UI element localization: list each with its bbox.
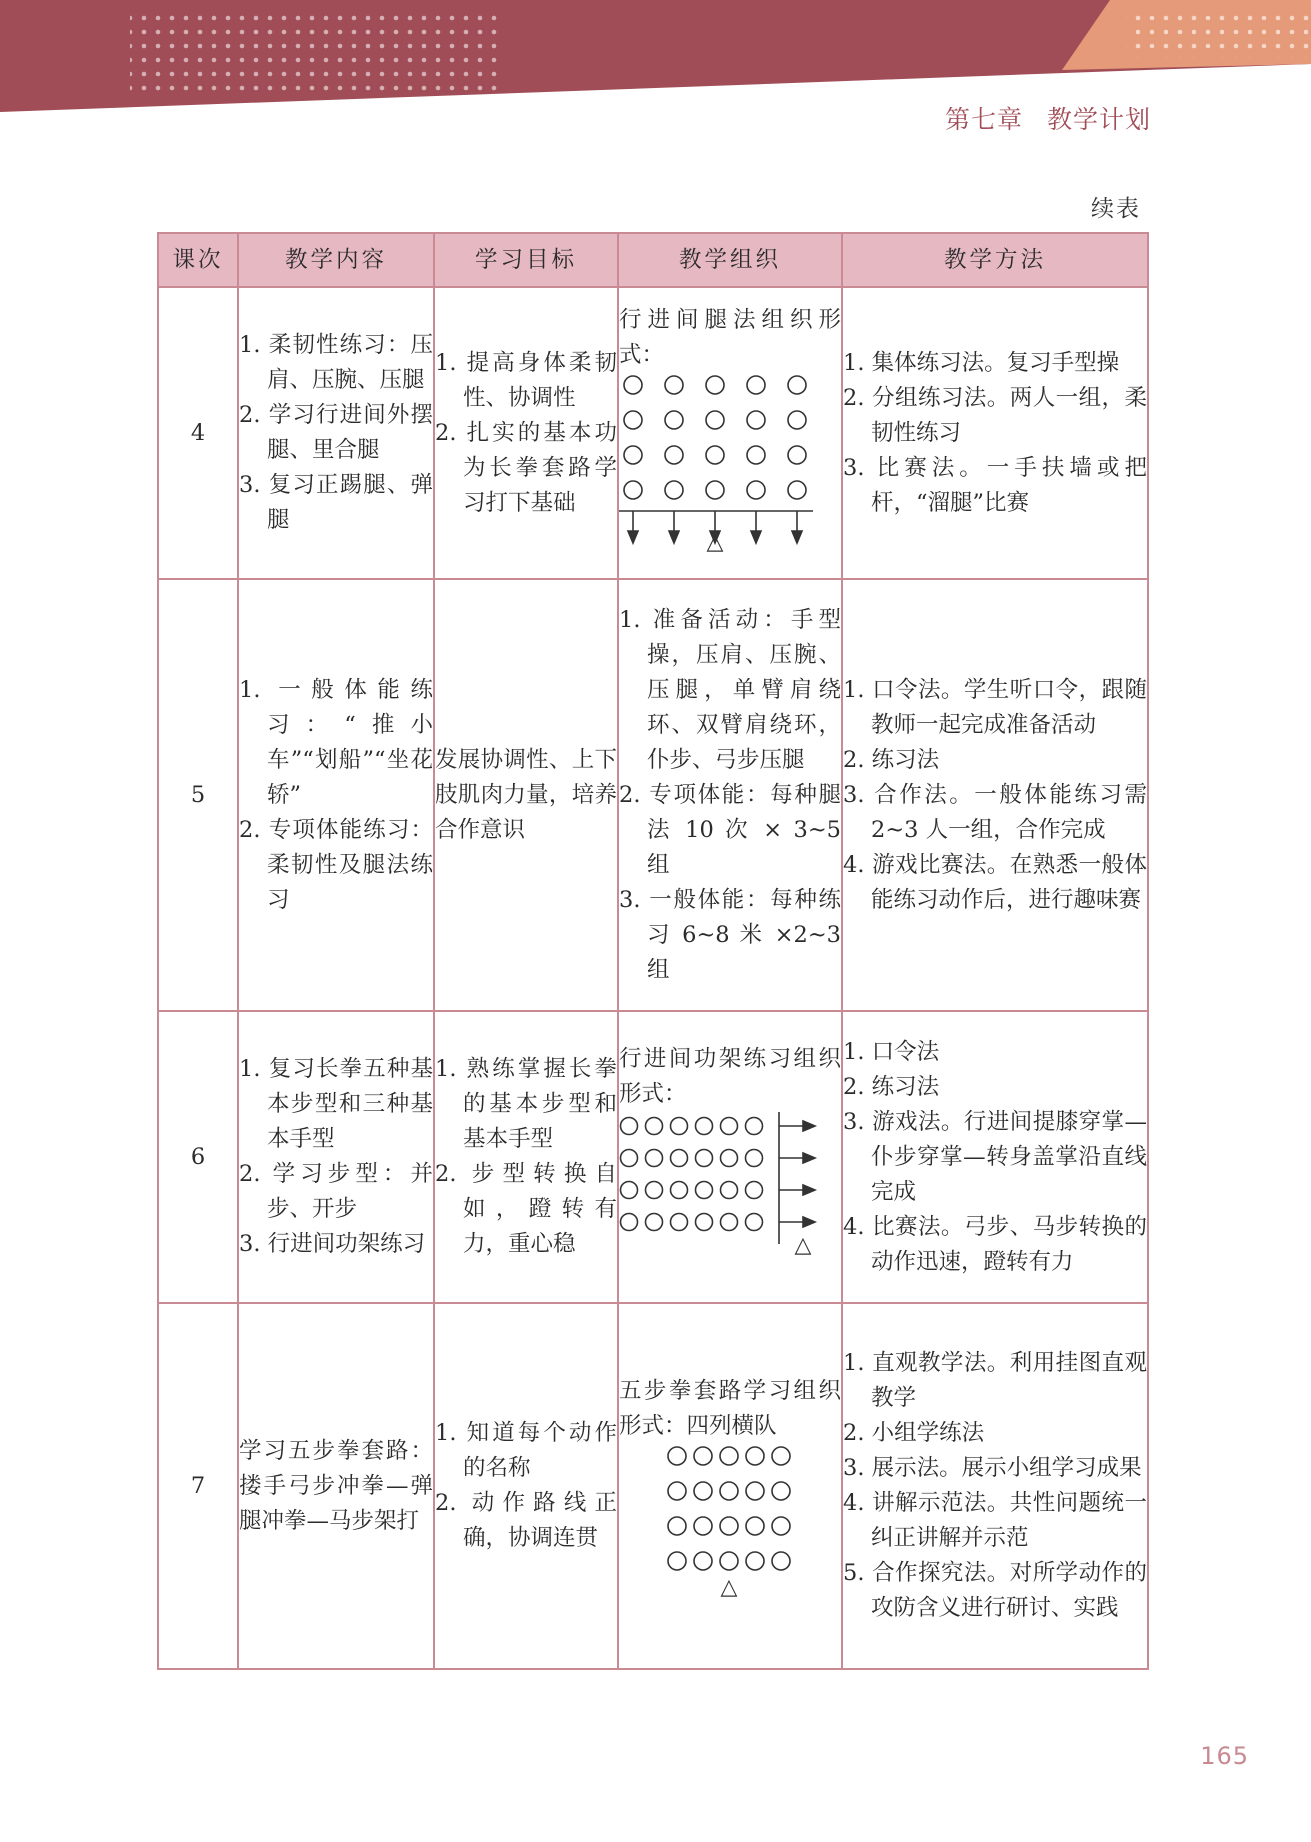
method-item: 2. 小组学练法 [843, 1420, 985, 1446]
organization-cell [618, 1011, 842, 1303]
goal-item: 1. 知道每个动作的名称 [435, 1420, 617, 1481]
goals-cell [434, 579, 618, 1011]
organization-text: 行进间功架练习组织形式： [619, 1045, 841, 1107]
methods-cell [842, 1011, 1148, 1303]
method-item: 1. 口令法 [843, 1038, 940, 1065]
goal-item: 2. 步型转换自如，蹬转有力，重心稳 [435, 1161, 617, 1257]
goals-cell [434, 1011, 618, 1303]
content-item: 3. 复习正踢腿、弹腿 [239, 472, 433, 533]
content-item: 2. 学习步型：并步、开步 [239, 1161, 433, 1222]
student-formation [621, 1117, 763, 1230]
student-formation [668, 1447, 790, 1570]
organization-text: 五步拳套路学习组织形式：四列横队 [619, 1377, 841, 1439]
organization-cell [618, 287, 842, 579]
goals-cell [434, 1303, 618, 1669]
method-item: 5. 合作探究法。对所学动作的攻防含义进行研讨、实践 [843, 1560, 1147, 1621]
methods-cell [842, 579, 1148, 1011]
content-item: 学习五步拳套路：搂手弓步冲拳—弹腿冲拳—马步架打 [239, 1437, 433, 1534]
method-item: 3. 比赛法。一手扶墙或把杆，“溜腿”比赛 [843, 454, 1147, 516]
content-item: 3. 行进间功架练习 [239, 1231, 426, 1257]
methods-cell [842, 287, 1148, 579]
formation-diagram-legs [619, 373, 815, 553]
header-methods: 教学方法 [842, 233, 1148, 287]
chapter-name: 教学计划 [1046, 105, 1151, 134]
lesson-number: 5 [158, 579, 238, 1011]
lesson-number: 6 [158, 1011, 238, 1303]
content-cell [238, 1011, 434, 1303]
formation-diagram-stance [619, 1112, 819, 1262]
lesson-number: 4 [158, 287, 238, 579]
student-formation [624, 376, 806, 499]
formation-diagram-wubuquan [665, 1444, 795, 1599]
table-header-row [158, 233, 1148, 287]
header-content: 教学内容 [238, 233, 434, 287]
method-item: 2. 分组练习法。两人一组，柔韧性练习 [843, 384, 1147, 446]
content-item: 1. 柔韧性练习：压肩、压腕、压腿 [239, 332, 433, 393]
method-item: 3. 展示法。展示小组学习成果 [843, 1455, 1142, 1481]
chapter-number: 第七章 [944, 105, 1023, 134]
page-number: 165 [1200, 1742, 1249, 1770]
method-item: 1. 集体练习法。复习手型操 [843, 349, 1120, 376]
movement-arrows [779, 1121, 815, 1227]
method-item: 1. 直观教学法。利用挂图直观教学 [843, 1350, 1147, 1411]
content-item: 2. 学习行进间外摆腿、里合腿 [239, 402, 433, 463]
method-item: 4. 游戏比赛法。在熟悉一般体能练习动作后，进行趣味赛 [843, 851, 1147, 913]
goal-item: 2. 动作路线正确，协调连贯 [435, 1490, 617, 1551]
content-cell [238, 287, 434, 579]
content-item: 1. 复习长拳五种基本步型和三种基本手型 [239, 1056, 433, 1152]
goals-cell [434, 287, 618, 579]
goal-item: 发展协调性、上下肢肌肉力量，培养合作意识 [435, 746, 617, 843]
methods-cell [842, 1303, 1148, 1669]
table-row [158, 1303, 1148, 1669]
goal-item: 2. 扎实的基本功为长拳套路学习打下基础 [435, 419, 617, 516]
goal-item: 1. 熟练掌握长拳的基本步型和基本手型 [435, 1056, 617, 1152]
goal-item: 1. 提高身体柔韧性、协调性 [435, 349, 617, 411]
table-row [158, 579, 1148, 1011]
lesson-number: 7 [158, 1303, 238, 1669]
continued-label: 续表 [1091, 196, 1141, 222]
method-item: 4. 比赛法。弓步、马步转换的动作迅速，蹬转有力 [843, 1213, 1147, 1275]
method-item: 3. 合作法。一般体能练习需 2~3 人一组，合作完成 [843, 781, 1147, 843]
teaching-plan-table [157, 232, 1149, 1670]
method-item: 2. 练习法 [843, 1073, 940, 1100]
content-cell [238, 579, 434, 1011]
chapter-title [945, 100, 1151, 136]
method-item: 1. 口令法。学生听口令，跟随教师一起完成准备活动 [843, 676, 1147, 738]
teacher-marker: △ [794, 1232, 812, 1258]
organization-item: 3. 一般体能：每种练习 6~8 米 ×2~3 组 [619, 886, 841, 983]
method-item: 2. 练习法 [843, 746, 940, 773]
teacher-marker: △ [720, 1574, 738, 1599]
method-item: 4. 讲解示范法。共性问题统一纠正讲解并示范 [843, 1490, 1147, 1551]
teacher-marker: △ [706, 529, 724, 553]
header-lesson: 课次 [158, 233, 238, 287]
organization-item: 1. 准备活动：手型操，压肩、压腕、压腿，单臂肩绕环、双臂肩绕环，仆步、弓步压腿 [619, 606, 841, 773]
organization-cell [618, 579, 842, 1011]
header-goals: 学习目标 [434, 233, 618, 287]
content-item: 2. 专项体能练习：柔韧性及腿法练习 [239, 816, 433, 913]
organization-item: 2. 专项体能：每种腿法 10 次 × 3~5 组 [619, 781, 841, 878]
table-row [158, 287, 1148, 579]
organization-text: 行进间腿法组织形式： [619, 306, 841, 368]
organization-cell [618, 1303, 842, 1669]
content-cell [238, 1303, 434, 1669]
table-row [158, 1011, 1148, 1303]
header-organization: 教学组织 [618, 233, 842, 287]
content-item: 1. 一般体能练习：“推小车”“划船”“坐花轿” [239, 676, 433, 808]
method-item: 3. 游戏法。行进间提膝穿掌—仆步穿掌—转身盖掌沿直线完成 [843, 1108, 1147, 1205]
